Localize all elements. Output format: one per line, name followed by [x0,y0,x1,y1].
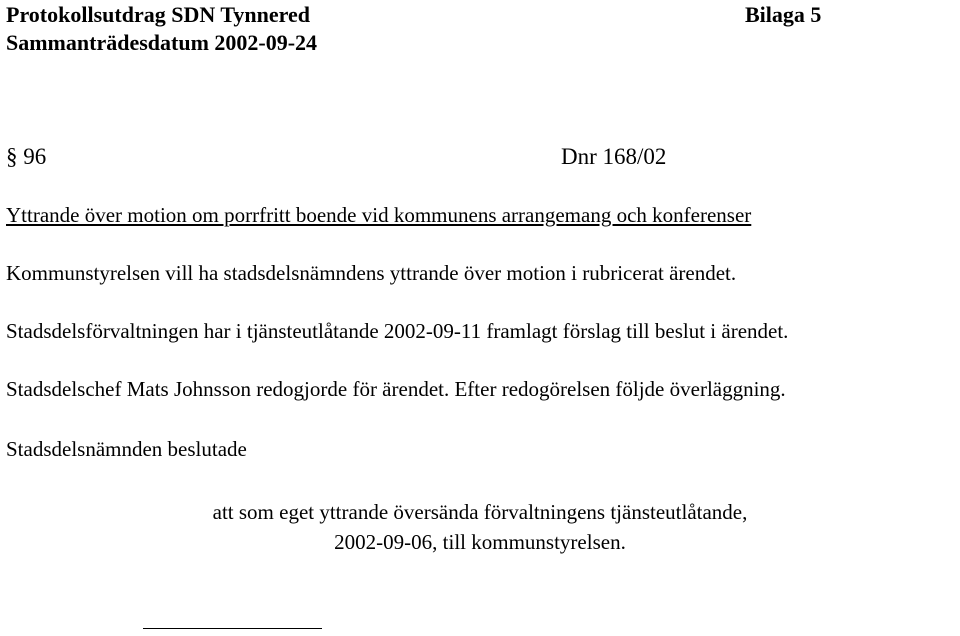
decision-line-2: 2002-09-06, till kommunstyrelsen. [334,530,626,554]
signature-rule [143,628,322,629]
paragraph-proposal: Stadsdelsförvaltningen har i tjänsteutlåtande 2002-09-11 framlagt förslag till beslut i ärendet. [6,319,789,343]
section-number: § 96 [6,144,47,169]
paragraph-presentation: Stadsdelschef Mats Johnsson redogjorde för ärendet. Efter redogörelsen följde överläggning. [6,377,786,401]
paragraph-decided: Stadsdelsnämnden beslutade [6,437,247,461]
case-number: Dnr 168/02 [561,144,667,169]
paragraph-request: Kommunstyrelsen vill ha stadsdelsnämndens yttrande över motion i rubricerat ärendet. [6,261,737,285]
document-title: Protokollsutdrag SDN Tynnered [6,2,310,27]
subject-heading: Yttrande över motion om porrfritt boende vid kommunens arrangemang och konferenser [6,203,752,227]
decision-line-1: att som eget yttrande översända förvaltningens tjänsteutlåtande, [212,500,748,524]
attachment-label: Bilaga 5 [745,2,822,27]
decision-text [0,497,960,557]
meeting-date: Sammanträdesdatum 2002-09-24 [6,30,318,55]
